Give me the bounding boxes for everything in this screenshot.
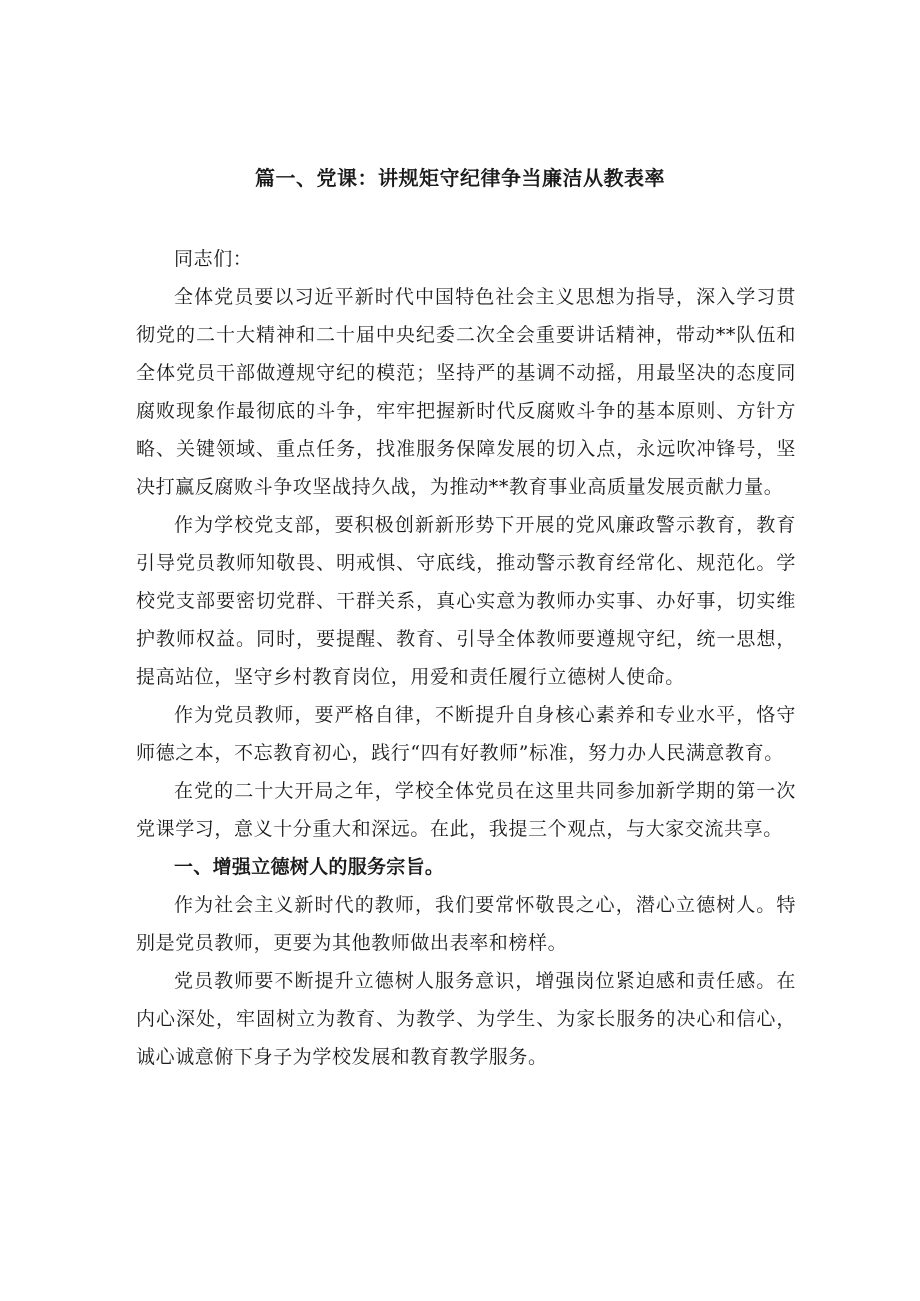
paragraph-2: 作为学校党支部，要积极创新新形势下开展的党风廉政警示教育，教育引导党员教师知敬畏、明戒惧、守底线，推动警示教育经常化、规范化。学校党支部要密切党群、干群关系，真心实意为教师办实事、办好事，切实维护教师权益。同时，要提醒、教育、引导全体教师要遵规守纪，统一思想，提高站位，坚守乡村教育岗位，用爱和责任履行立德树人使命。 bbox=[136, 514, 796, 688]
salutation: 同志们： bbox=[174, 248, 253, 270]
paragraph-4: 在党的二十大开局之年，学校全体党员在这里共同参加新学期的第一次党课学习，意义十分重大和深远。在此，我提三个观点，与大家交流共享。 bbox=[136, 780, 796, 840]
document-title: 篇一、党课：讲规矩守纪律争当廉洁从教表率 bbox=[255, 166, 665, 190]
document-body bbox=[136, 240, 796, 1076]
paragraph-1: 全体党员要以习近平新时代中国特色社会主义思想为指导，深入学习贯彻党的二十大精神和二十届中央纪委二次全会重要讲话精神，带动**队伍和全体党员干部做遵规守纪的模范；坚持严的基调不动摇，用最坚决的态度同腐败现象作最彻底的斗争，牢牢把握新时代反腐败斗争的基本原则、方针方略、关键领域、重点任务，找准服务保障发展的切入点，永远吹冲锋号，坚决打赢反腐败斗争攻坚战持久战，为推动**教育事业高质量发展贡献力量。 bbox=[136, 286, 796, 498]
section-paragraph-1: 作为社会主义新时代的教师，我们要常怀敬畏之心，潜心立德树人。特别是党员教师，更要为其他教师做出表率和榜样。 bbox=[136, 894, 796, 954]
paragraph-3: 作为党员教师，要严格自律，不断提升自身核心素养和专业水平，恪守师德之本，不忘教育初心，践行“四有好教师”标准，努力办人民满意教育。 bbox=[136, 704, 796, 764]
section-paragraph-2: 党员教师要不断提升立德树人服务意识，增强岗位紧迫感和责任感。在内心深处，牢固树立为教育、为教学、为学生、为家长服务的决心和信心，诚心诚意俯下身子为学校发展和教育教学服务。 bbox=[136, 970, 796, 1068]
section-heading: 一、增强立德树人的服务宗旨。 bbox=[174, 856, 445, 878]
